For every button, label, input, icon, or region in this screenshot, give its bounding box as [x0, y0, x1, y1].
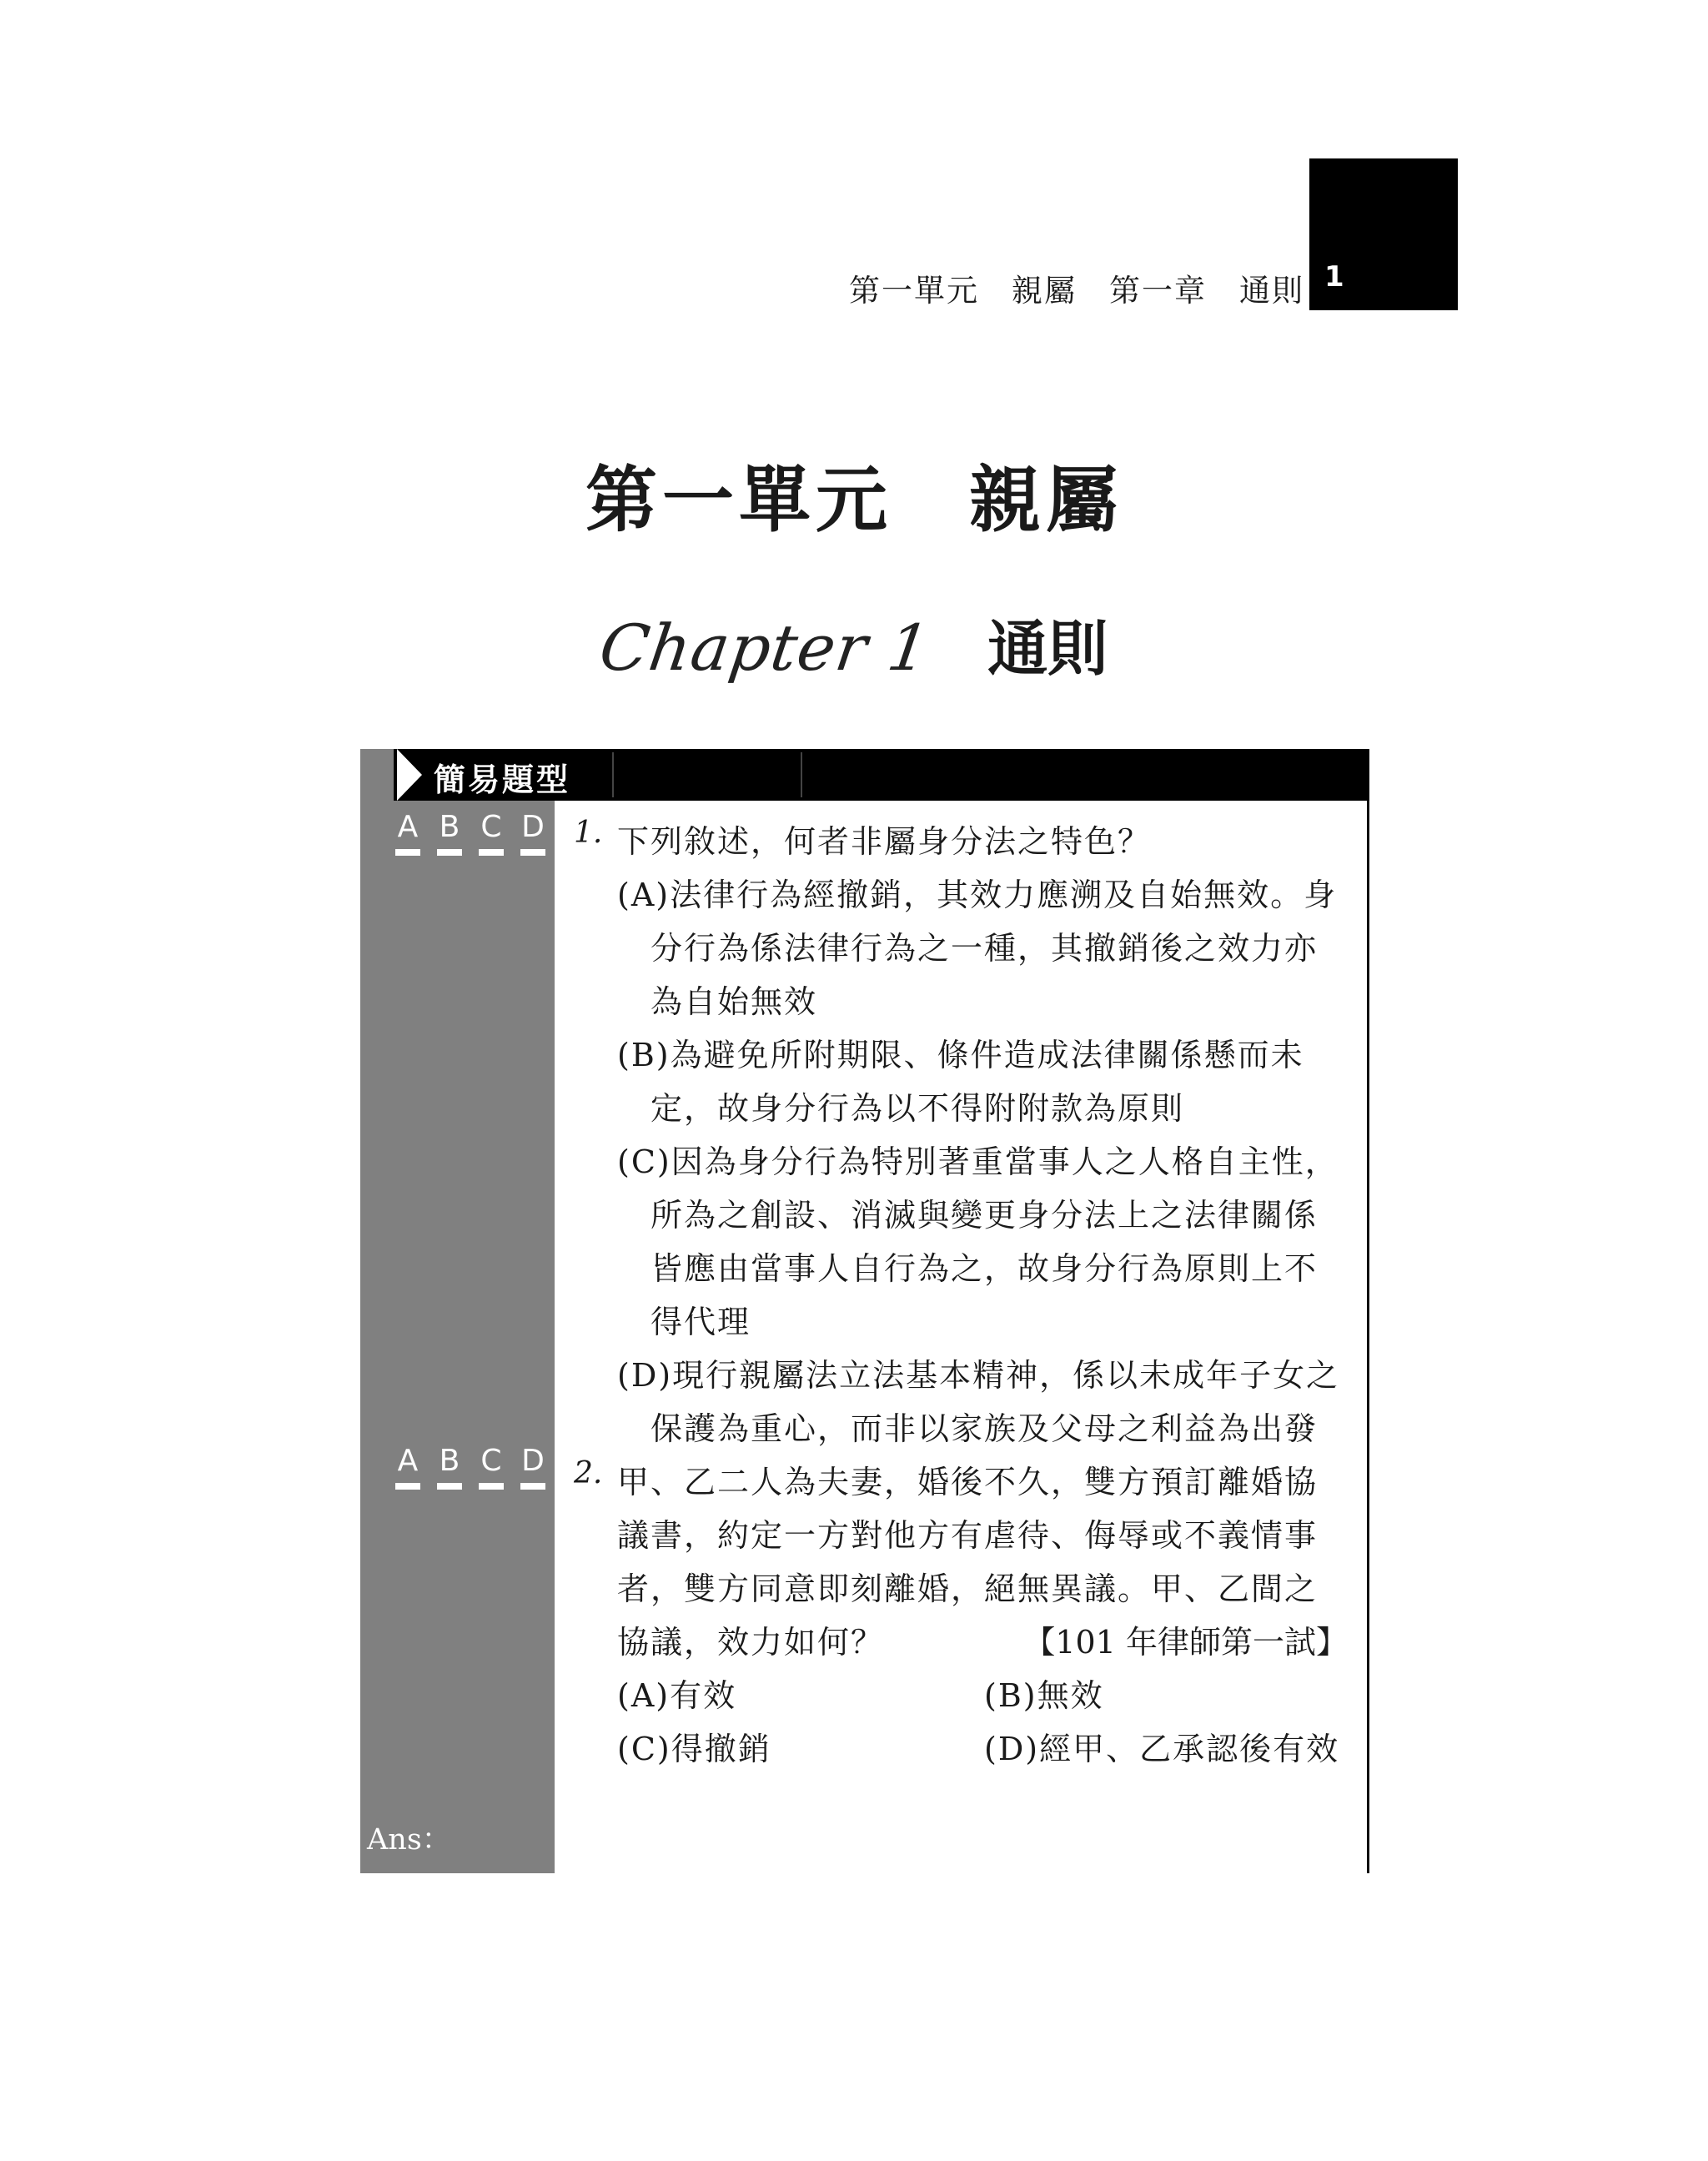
- unit-title: 第一單元 親屬: [585, 459, 1123, 542]
- running-head: 第一單元 親屬 第一章 通則: [849, 273, 1304, 309]
- box-border: [1367, 749, 1369, 1873]
- option-line: (A)有效: [617, 1677, 737, 1714]
- arrow-icon: [397, 749, 422, 801]
- option-line: 為自始無效: [651, 983, 818, 1020]
- question-stem: 議書，約定一方對他方有虐待、侮辱或不義情事: [617, 1517, 1319, 1554]
- choice-b[interactable]: B: [437, 811, 462, 856]
- option-line: 皆應由當事人自行為之，故身分行為原則上不: [651, 1250, 1319, 1287]
- choice-c[interactable]: C: [479, 811, 504, 856]
- section-label: 簡易題型: [434, 761, 571, 798]
- choice-d[interactable]: D: [520, 1445, 545, 1490]
- ans-label: Ans：: [367, 1823, 451, 1857]
- question-stem: 下列敘述，何者非屬身分法之特色？: [617, 823, 1152, 860]
- option-line: (B)無效: [984, 1677, 1104, 1714]
- option-line: (D)經甲、乙承認後有效: [984, 1731, 1340, 1767]
- page-number-tab: [1309, 158, 1458, 310]
- choice-c[interactable]: C: [479, 1445, 504, 1490]
- choice-a[interactable]: A: [395, 811, 420, 856]
- chapter-heading: [0, 601, 1708, 687]
- choice-a[interactable]: A: [395, 1445, 420, 1490]
- page-number: 1: [1324, 260, 1344, 294]
- question-stem: 者，雙方同意即刻離婚，絕無異議。甲、乙間之: [617, 1570, 1319, 1607]
- question-source: 【101 年律師第一試】: [1023, 1624, 1348, 1661]
- ans-value: (A)、(B): [434, 1872, 548, 1905]
- choice-d[interactable]: D: [520, 811, 545, 856]
- choice-b[interactable]: B: [437, 1445, 462, 1490]
- option-line: 分行為係法律行為之一種，其撤銷後之效力亦: [651, 930, 1319, 967]
- question-stem: 甲、乙二人為夫妻，婚後不久，雙方預訂離婚協: [617, 1464, 1319, 1500]
- option-line: 保護為重心，而非以家族及父母之利益為出發: [651, 1410, 1319, 1447]
- chapter-script: Chapter 1: [595, 611, 935, 685]
- option-line: (A)法律行為經撤銷，其效力應溯及自始無效。身: [617, 877, 1338, 913]
- question-box: [360, 749, 1369, 1905]
- answer-column: [360, 801, 555, 1905]
- option-line: (C)得撤銷: [617, 1731, 771, 1767]
- section-header-bar: [360, 749, 1369, 801]
- option-line: 得代理: [651, 1304, 751, 1340]
- question-stem: 協議，效力如何？: [617, 1624, 885, 1661]
- option-line: (D)現行親屬法立法基本精神，係以未成年子女之: [617, 1357, 1340, 1394]
- chapter-title: 通則: [987, 614, 1108, 684]
- question-number: 1.: [574, 816, 603, 850]
- option-line: 定，故身分行為以不得附附款為原則: [651, 1090, 1185, 1127]
- option-line: 所為之創設、消滅與變更身分法上之法律關係: [651, 1197, 1319, 1234]
- answer-choices-q2: [395, 1445, 545, 1490]
- option-line: (B)為避免所附期限、條件造成法律關係懸而未: [617, 1037, 1304, 1073]
- option-line: (C)因為身分行為特別著重當事人之人格自主性，: [617, 1143, 1339, 1180]
- question-number: 2.: [574, 1456, 603, 1490]
- answer-choices-q1: [395, 811, 545, 856]
